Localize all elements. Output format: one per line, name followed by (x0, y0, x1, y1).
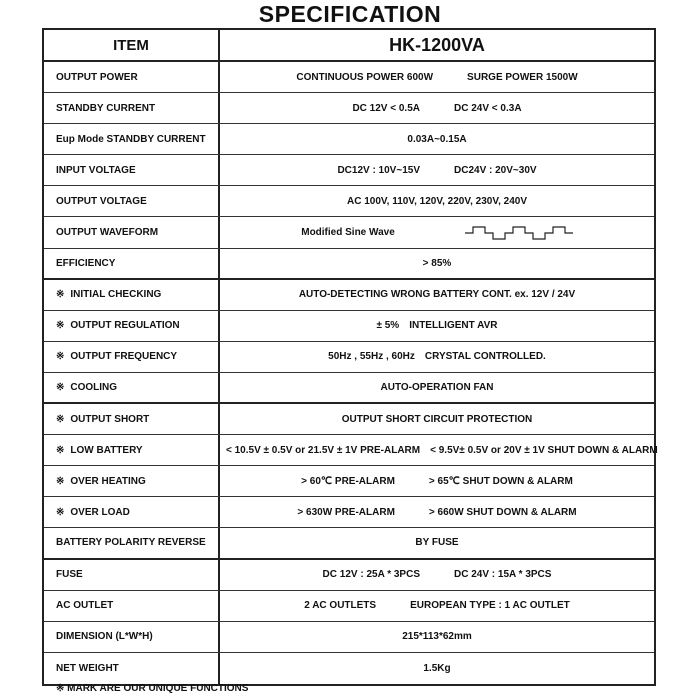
item-label: INPUT VOLTAGE (44, 155, 220, 185)
item-label: OUTPUT WAVEFORM (44, 217, 220, 247)
table-row (44, 497, 654, 528)
unique-function-mark: ※ (56, 413, 65, 425)
spec-value-part: > 65℃ SHUT DOWN & ALARM (428, 475, 573, 487)
item-label: Eup Mode STANDBY CURRENT (44, 124, 220, 154)
spec-value-part: DC 12V < 0.5A (352, 102, 420, 114)
table-row (44, 124, 654, 155)
table-row (44, 249, 654, 280)
spec-value-part: DC12V : 10V~15V (337, 164, 420, 176)
spec-value (220, 497, 654, 527)
spec-value-part: 2 AC OUTLETS (304, 600, 377, 612)
table-row (44, 435, 658, 466)
spec-value-part: DC 12V : 25A * 3PCS (322, 569, 420, 581)
table-row (44, 93, 654, 124)
item-label-text: OVER HEATING (70, 475, 146, 487)
table-row (44, 62, 654, 93)
spec-value: AC 100V, 110V, 120V, 220V, 230V, 240V (347, 195, 527, 207)
item-label-text: OUTPUT FREQUENCY (70, 351, 178, 363)
item-label-text: INITIAL CHECKING (70, 289, 162, 301)
table-row (44, 342, 654, 373)
specification-table (42, 28, 656, 686)
item-label (44, 497, 220, 527)
unique-function-mark: ※ (56, 381, 65, 393)
table-row (44, 622, 654, 653)
item-label: AC OUTLET (44, 591, 220, 621)
table-row (44, 528, 654, 559)
spec-value (220, 342, 654, 372)
item-label (44, 435, 220, 465)
table-row (44, 404, 654, 435)
spec-value-part: DC 24V : 15A * 3PCS (454, 569, 552, 581)
item-label: OUTPUT VOLTAGE (44, 186, 220, 216)
spec-value (220, 466, 654, 496)
item-label: BATTERY POLARITY REVERSE (44, 528, 220, 557)
table-row (44, 155, 654, 186)
spec-value (220, 62, 654, 92)
item-label: FUSE (44, 560, 220, 590)
spec-value-part: 50Hz , 55Hz , 60Hz (328, 351, 415, 363)
spec-value: BY FUSE (415, 537, 459, 549)
item-label (44, 373, 220, 402)
item-label-text: OUTPUT REGULATION (70, 320, 180, 332)
table-row (44, 653, 654, 684)
item-label-text: OUTPUT SHORT (70, 413, 150, 425)
model-column-header: HK-1200VA (389, 34, 485, 55)
spec-value-part: CONTINUOUS POWER 600W (296, 71, 434, 83)
item-label (44, 342, 220, 372)
page-title: SPECIFICATION (258, 1, 442, 27)
table-row (44, 217, 654, 248)
spec-value-part: ± 5% (376, 320, 400, 332)
spec-value-part: CRYSTAL CONTROLLED. (424, 351, 546, 363)
spec-value: 215*113*62mm (402, 631, 472, 643)
unique-function-mark: ※ (56, 475, 65, 487)
item-label (44, 466, 220, 496)
spec-value (220, 560, 654, 590)
unique-function-mark: ※ (56, 320, 65, 332)
spec-value (220, 217, 654, 247)
spec-value-part: > 60℃ PRE-ALARM (301, 475, 395, 487)
spec-value (220, 435, 664, 465)
spec-value-part: < 9.5V± 0.5V or 20V ± 1V SHUT DOWN & ALARM (430, 444, 658, 456)
spec-value-part: DC24V : 20V~30V (454, 164, 537, 176)
item-label (44, 311, 220, 341)
unique-function-mark: ※ (56, 351, 65, 363)
spec-value-part: DC 24V < 0.3A (454, 102, 522, 114)
item-label (44, 280, 220, 310)
spec-value (220, 155, 654, 185)
item-label-text: LOW BATTERY (70, 444, 143, 456)
table-header-row (44, 30, 654, 62)
spec-value (220, 591, 654, 621)
spec-value: > 85% (422, 257, 452, 269)
spec-value-part: < 10.5V ± 0.5V or 21.5V ± 1V PRE-ALARM (226, 444, 421, 456)
table-row (44, 280, 654, 311)
spec-value-part: INTELLIGENT AVR (409, 320, 498, 332)
table-row (44, 560, 654, 591)
spec-value: AUTO-DETECTING WRONG BATTERY CONT. ex. 12V / 24V (298, 289, 576, 301)
unique-function-mark: ※ (56, 289, 65, 301)
table-row (44, 186, 654, 217)
unique-function-mark: ※ (56, 506, 65, 518)
spec-value: 0.03A~0.15A (407, 133, 467, 145)
item-label: DIMENSION (L*W*H) (44, 622, 220, 652)
item-label: OUTPUT POWER (44, 62, 220, 92)
item-label (44, 404, 220, 434)
item-label: STANDBY CURRENT (44, 93, 220, 123)
item-label: EFFICIENCY (44, 249, 220, 278)
footnote: ※ MARK ARE OUR UNIQUE FUNCTIONS (56, 683, 249, 694)
spec-value (220, 311, 654, 341)
spec-value-part: SURGE POWER 1500W (467, 71, 578, 83)
item-label: NET WEIGHT (44, 653, 220, 684)
spec-value-part: Modified Sine Wave (301, 227, 395, 239)
spec-value (220, 93, 654, 123)
item-label-text: COOLING (70, 381, 118, 393)
spec-value: OUTPUT SHORT CIRCUIT PROTECTION (341, 413, 533, 425)
spec-value: AUTO-OPERATION FAN (380, 381, 494, 393)
modified-sine-waveform-icon (465, 225, 573, 241)
spec-value-part: > 660W SHUT DOWN & ALARM (428, 506, 577, 518)
item-column-header: ITEM (44, 30, 220, 60)
table-row (44, 466, 654, 497)
item-label-text: OVER LOAD (70, 506, 130, 518)
table-row (44, 591, 654, 622)
unique-function-mark: ※ (56, 444, 65, 456)
spec-value-part: EUROPEAN TYPE : 1 AC OUTLET (410, 600, 570, 612)
spec-value-part: > 630W PRE-ALARM (297, 506, 395, 518)
table-row (44, 311, 654, 342)
spec-value: 1.5Kg (423, 662, 451, 674)
table-row (44, 373, 654, 404)
